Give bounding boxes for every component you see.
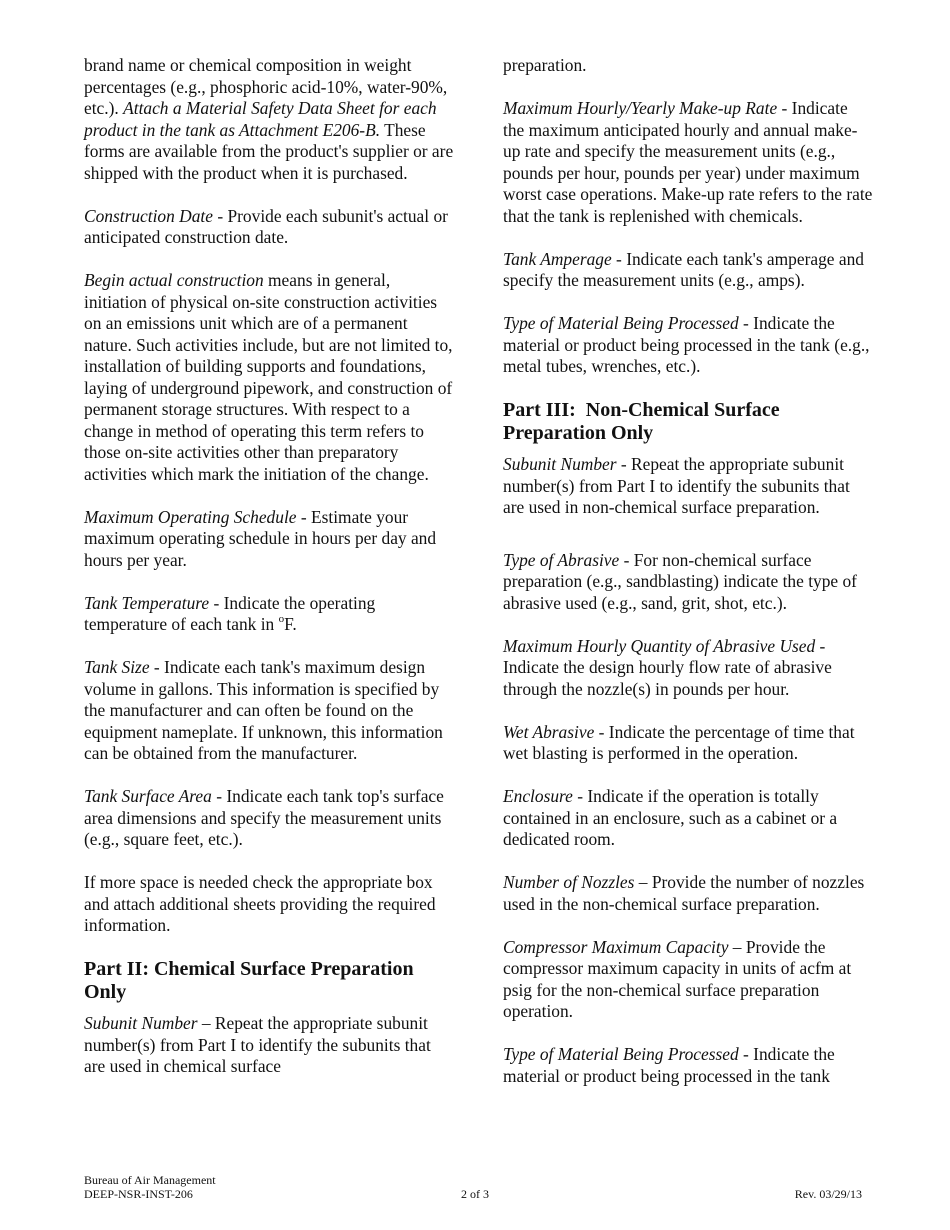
footer-document-id: DEEP-NSR-INST-206 xyxy=(84,1187,193,1201)
paragraph-text: - Indicate the operating temperature of each tank in xyxy=(84,592,376,634)
paragraph-wet-abrasive xyxy=(503,722,873,765)
paragraph-compressor-capacity xyxy=(503,937,873,1023)
paragraph-begin-actual-construction xyxy=(84,270,456,485)
paragraph-brand-name xyxy=(84,55,456,184)
term-makeup-rate: Maximum Hourly/Yearly Make-up Rate xyxy=(503,98,778,118)
paragraph-text: – Provide the compressor maximum capacity in units of acfm at psig for the non-chemical surface preparation operation. xyxy=(503,936,852,1021)
paragraph-enclosure xyxy=(503,786,873,851)
term-number-of-nozzles: Number of Nozzles xyxy=(503,872,635,892)
term-tank-amperage: Tank Amperage xyxy=(503,248,612,269)
paragraph-makeup-rate xyxy=(503,98,873,227)
paragraph-material-processed-part-3 xyxy=(503,1044,873,1087)
term-wet-abrasive: Wet Abrasive xyxy=(503,721,595,742)
paragraph-type-of-abrasive xyxy=(503,550,873,615)
paragraph-text: These forms are available from the product's supplier or are shipped with the product when it is purchased. xyxy=(84,119,454,183)
paragraph-text: - Indicate the percentage of time that wet blasting is performed in the operation. xyxy=(503,721,855,763)
paragraph-text: - Indicate the material or product being processed in the tank xyxy=(503,1044,835,1086)
paragraph-text: - Indicate the maximum anticipated hourly and annual make-up rate and specify the measurement units (e.g., pounds per hour, pounds per year) under maximum worst case operations. Make-up rate refers to the rate that the tank is replenished with chemicals. xyxy=(503,98,873,226)
paragraph-number-of-nozzles xyxy=(503,872,873,915)
paragraph-tank-amperage xyxy=(503,249,873,292)
footer-revision: Rev. 03/29/13 xyxy=(794,1187,862,1201)
paragraph-text: preparation. xyxy=(503,55,587,75)
term-construction-date: Construction Date xyxy=(84,205,213,226)
term-subunit-number: Subunit Number xyxy=(503,454,617,474)
paragraph-text: - Indicate the material or product being processed in the tank (e.g., metal tubes, wrenches, etc.). xyxy=(503,313,870,376)
term-type-of-abrasive: Type of Abrasive xyxy=(503,549,620,570)
term-compressor-capacity: Compressor Maximum Capacity xyxy=(503,936,729,957)
paragraph-text: means in general, initiation of physical on-site construction activities on an emissions unit which are of a permanent nature. Such activities include, but are not limited to, installation of building supports and foundations, laying of underground pipework, and construction of permanent storage structures. With respect to a change in method of operating this term refers to those on-site activities other than preparatory activities which mark the initiation of the change. xyxy=(84,270,453,484)
paragraph-text: - Estimate your maximum operating schedule in hours per day and hours per year. xyxy=(84,506,437,570)
term-tank-temperature: Tank Temperature xyxy=(84,592,210,613)
term-tank-surface-area: Tank Surface Area xyxy=(84,786,212,806)
paragraph-operating-schedule xyxy=(84,507,456,572)
paragraph-text: - Indicate the design hourly flow rate of abrasive through the nozzle(s) in pounds per hour. xyxy=(503,635,832,699)
paragraph-text: - Provide each subunit's actual or anticipated construction date. xyxy=(84,205,448,247)
paragraph-tank-size xyxy=(84,657,456,765)
part-3-heading: Part III: Non-Chemical Surface Preparation Only xyxy=(503,399,785,444)
term-operating-schedule: Maximum Operating Schedule xyxy=(84,506,297,527)
footer-page-number: 2 of 3 xyxy=(461,1187,489,1201)
paragraph-preparation-continued xyxy=(503,55,873,77)
paragraph-subunit-number-part-2 xyxy=(84,1013,456,1078)
temperature-unit: F. xyxy=(284,614,297,634)
term-enclosure: Enclosure xyxy=(503,786,573,806)
paragraph-text: - Indicate each tank's amperage and specify the measurement units (e.g., amps). xyxy=(503,248,864,290)
part-2-heading: Part II: Chemical Surface Preparation Only xyxy=(84,958,414,1003)
term-tank-size: Tank Size xyxy=(84,657,150,677)
term-subunit-number: Subunit Number xyxy=(84,1013,198,1033)
left-column xyxy=(84,55,456,1078)
paragraph-construction-date xyxy=(84,206,456,249)
msds-instruction: Attach a Material Safety Data Sheet for each product in the tank as Attachment E206-B. xyxy=(84,98,437,140)
degree-superscript: o xyxy=(278,613,285,626)
paragraph-material-processed-part-2 xyxy=(503,313,873,378)
paragraph-text: If more space is needed check the appropriate box and attach additional sheets providing the required information. xyxy=(84,872,436,935)
right-column xyxy=(503,55,873,1087)
term-begin-actual-construction: Begin actual construction xyxy=(84,270,264,290)
paragraph-tank-temperature xyxy=(84,593,456,636)
paragraph-text: - Repeat the appropriate subunit number(s) from Part I to identify the subunits that are used in non-chemical surface preparation. xyxy=(503,454,850,517)
term-material-processed: Type of Material Being Processed xyxy=(503,1044,739,1064)
paragraph-text: - For non-chemical surface preparation (e.g., sandblasting) indicate the type of abrasive used (e.g., sand, grit, shot, etc.). xyxy=(503,549,857,613)
paragraph-subunit-number-part-3 xyxy=(503,454,873,519)
paragraph-text: - Indicate each tank's maximum design volume in gallons. This information is specified by the manufacturer and can often be found on the equipment nameplate. If unknown, this information can be obtained from the manufacturer. xyxy=(84,657,443,763)
paragraph-text: – Repeat the appropriate subunit number(s) from Part I to identify the subunits that are used in chemical surface xyxy=(84,1013,431,1076)
footer-organization: Bureau of Air Management xyxy=(84,1173,216,1187)
term-max-abrasive: Maximum Hourly Quantity of Abrasive Used xyxy=(503,635,816,656)
paragraph-text: brand name or chemical composition in weight percentages (e.g., phosphoric acid-10%, water-90%, etc.). xyxy=(84,55,448,118)
term-material-processed: Type of Material Being Processed xyxy=(503,313,739,333)
paragraph-text: - Indicate if the operation is totally contained in an enclosure, such as a cabinet or a dedicated room. xyxy=(503,786,838,849)
paragraph-more-space xyxy=(84,872,456,937)
paragraph-text: – Provide the number of nozzles used in the non-chemical surface preparation. xyxy=(503,872,865,914)
paragraph-text: - Indicate each tank top's surface area dimensions and specify the measurement units (e.g., square feet, etc.). xyxy=(84,786,444,849)
paragraph-tank-surface-area xyxy=(84,786,456,851)
paragraph-max-abrasive xyxy=(503,636,873,701)
